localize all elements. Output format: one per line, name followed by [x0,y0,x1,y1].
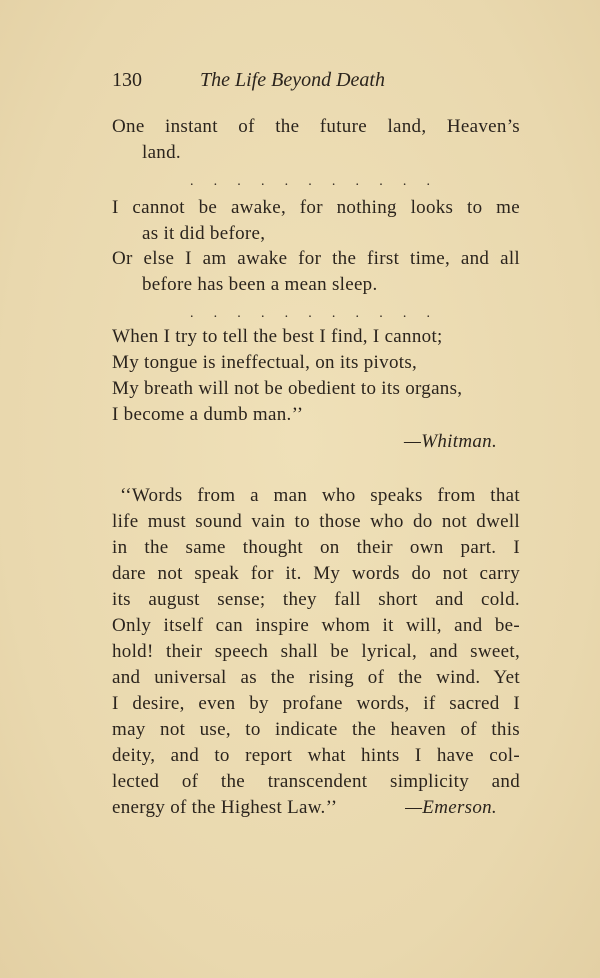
page-number: 130 [112,69,142,91]
poem-line: land. [142,142,181,163]
quote-line: ‘‘Words from a man who speaks from that [120,485,520,506]
attribution-emerson: —Emerson. [405,797,497,818]
poem-line: Or else I am awake for the first time, and all [112,248,520,269]
attribution-whitman: —Whitman. [404,431,497,452]
quote-line: may not use, to indicate the heaven of this [112,719,520,740]
poem-line: When I try to tell the best I find, I cannot; [112,326,443,347]
quote-line: and universal as the rising of the wind. Yet [112,667,520,688]
quote-line: Only itself can inspire whom it will, and be- [112,615,520,636]
quote-line: its august sense; they fall short and cold. [112,589,520,610]
running-title: The Life Beyond Death [200,69,385,91]
ellipsis-divider: . . . . . . . . . . . [190,174,430,189]
quote-line: lected of the transcendent simplicity and [112,771,520,792]
quote-line: life must sound vain to those who do not dwell [112,511,520,532]
poem-line: My breath will not be obedient to its organs, [112,378,463,399]
poem-line: One instant of the future land, Heaven’s [112,116,520,137]
poem-line: before has been a mean sleep. [142,274,378,295]
quote-line: deity, and to report what hints I have col- [112,745,520,766]
poem-line: My tongue is ineffectual, on its pivots, [112,352,418,373]
poem-line: as it did before, [142,223,266,244]
quote-line: dare not speak for it. My words do not carry [112,563,520,584]
quote-line: I desire, even by profane words, if sacred I [112,693,520,714]
quote-line: in the same thought on their own part. I [112,537,520,558]
quote-line: hold! their speech shall be lyrical, and sweet, [112,641,520,662]
quote-line: energy of the Highest Law.’’ [112,797,338,818]
ellipsis-divider: . . . . . . . . . . . [190,306,430,321]
poem-line: I cannot be awake, for nothing looks to me [112,197,520,218]
poem-line: I become a dumb man.’’ [112,404,304,425]
